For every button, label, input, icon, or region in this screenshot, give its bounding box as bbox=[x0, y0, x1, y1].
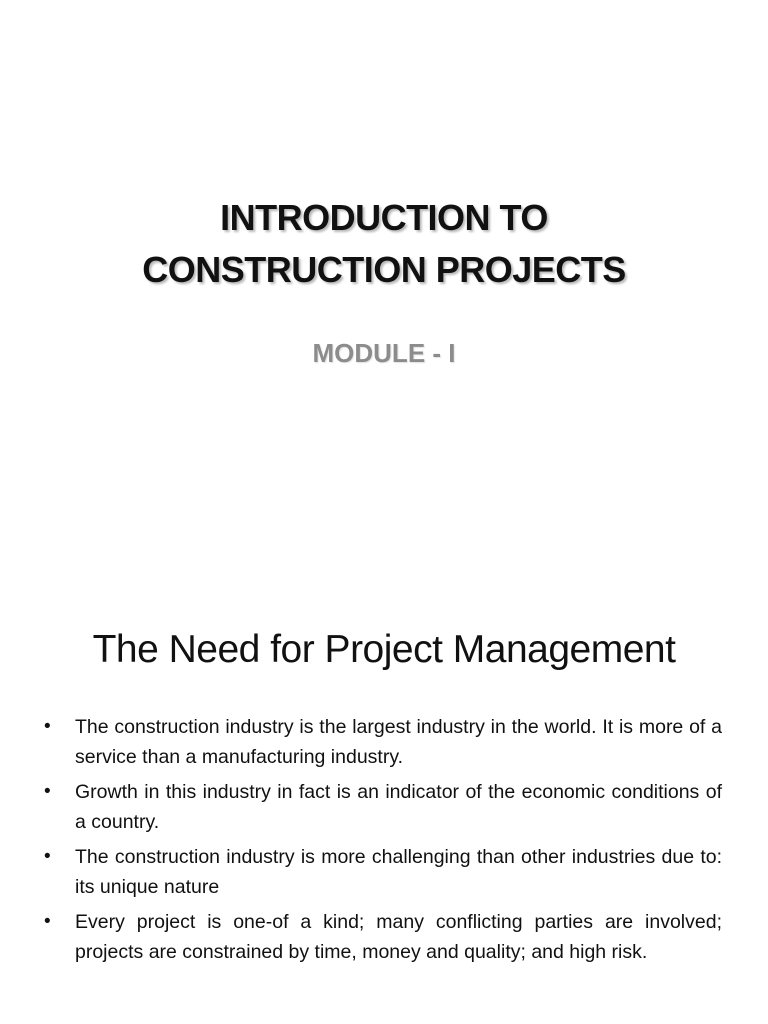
slide-title bbox=[0, 192, 768, 296]
bullet-item bbox=[44, 777, 722, 837]
slide-subtitle: MODULE - I bbox=[312, 338, 456, 368]
bullet-icon: • bbox=[44, 911, 51, 932]
bullet-text: Growth in this industry in fact is an indicator of the economic conditions of a country. bbox=[75, 781, 722, 833]
bullet-item bbox=[44, 712, 722, 772]
bullet-text: The construction industry is more challenging than other industries due to: its unique nature bbox=[75, 846, 722, 898]
bullet-item bbox=[44, 907, 722, 967]
bullet-list bbox=[44, 712, 722, 972]
slide-title-line: CONSTRUCTION PROJECTS bbox=[142, 249, 626, 290]
bullet-icon: • bbox=[44, 846, 51, 867]
bullet-text: The construction industry is the largest industry in the world. It is more of a service than a manufacturing industry. bbox=[75, 716, 722, 768]
slide-title-line: INTRODUCTION TO bbox=[220, 197, 548, 238]
bullet-text: Every project is one-of a kind; many conflicting parties are involved; projects are constrained by time, money and quality; and high risk. bbox=[75, 911, 722, 963]
content-slide bbox=[0, 512, 768, 1024]
bullet-icon: • bbox=[44, 716, 51, 737]
slide-heading: The Need for Project Management bbox=[92, 628, 676, 671]
bullet-item bbox=[44, 842, 722, 902]
bullet-icon: • bbox=[44, 781, 51, 802]
